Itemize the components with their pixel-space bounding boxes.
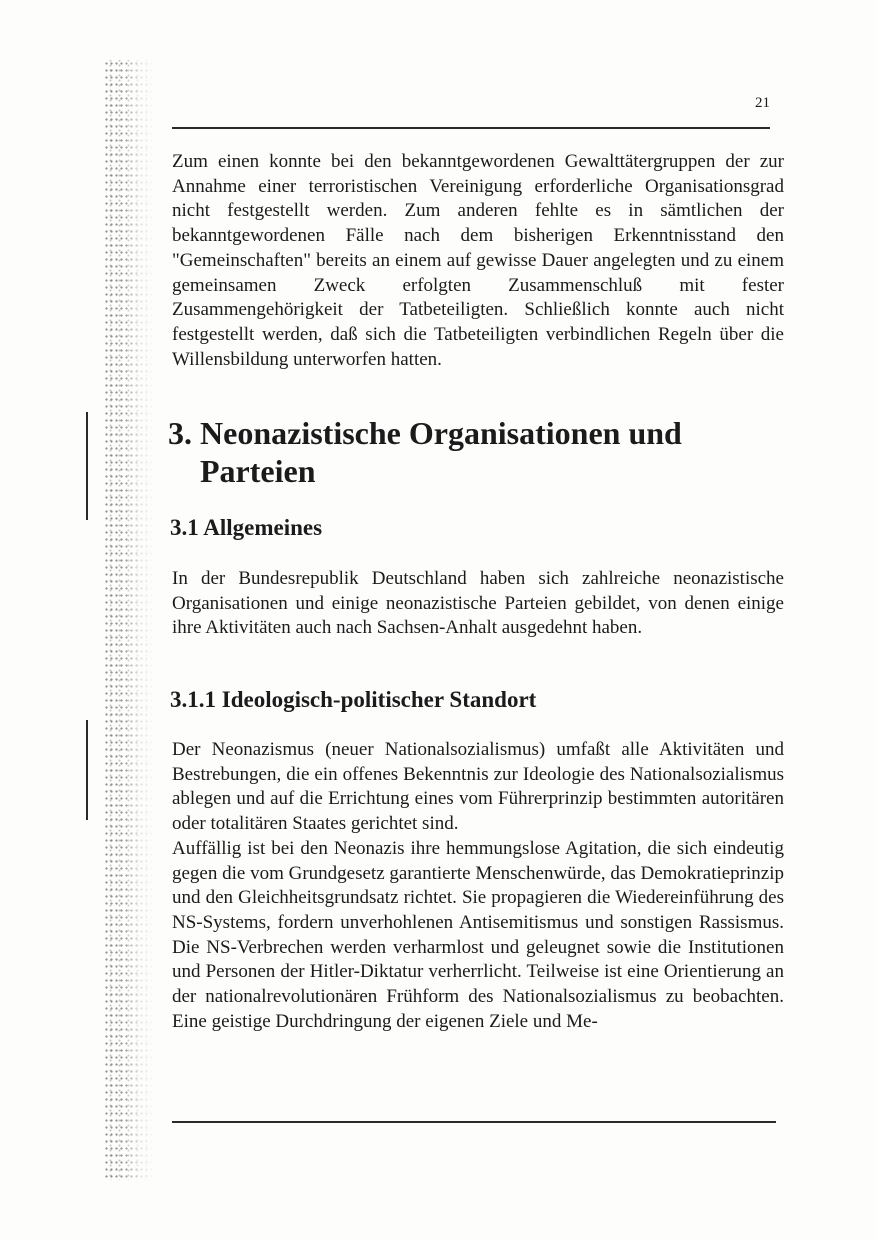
paragraph-text: Auffällig ist bei den Neonazis ihre hemmungslose Agitation, die sich eindeutig gegen die vom Grundgesetz garantierte Menschenwürde, das Demokratieprinzip und den Gleichheitsgrundsatz richtet. Sie propagieren die Wiedereinführung des NS-Systems, fordern unverhohlenen Antisemitismus und sonstigen Rassismus. Die NS-Verbrechen werden verharmlost und geleugnet sowie die Institutionen und Personen der Hitler-Diktatur verherrlicht. Teilweise ist eine Orientierung an der nationalrevolutionären Frühform des Nationalsozialismus zu beobachten. Eine geistige Durchdringung der eigenen Ziele und Me- [172,837,784,1032]
section-heading: 3.1.1 Ideologisch-politischer Standort [170,687,537,712]
footer-rule [172,1121,776,1123]
chapter-title-line: Parteien [200,453,316,489]
paragraph-text: Zum einen konnte bei den bekanntgewordenen Gewalttätergruppen der zur Annahme einer terroristischen Vereinigung erforderliche Organisationsgrad nicht festgestellt werden. Zum anderen fehlte es in sämtlichen der bekanntgewordenen Fälle nach dem bisherigen Erkenntnisstand den "Gemeinschaften" bereits an einem auf gewisse Dauer angelegten und zu einem gemeinsamen Zweck erfolgten Zusammenschluß mit fester Zusammengehörigkeit der Tatbeteiligten. Schließlich konnte auch nicht festgestellt werden, daß sich die Tatbeteiligten verbindlichen Regeln über die Willensbildung unterworfen hatten. [172,151,784,370]
chapter-number: 3. [168,415,192,451]
chapter-heading [168,414,728,490]
margin-mark [86,720,88,820]
body-paragraph [172,738,784,1034]
margin-mark [86,412,88,520]
scan-binding-edge [104,60,156,1180]
chapter-title-line: Neonazistische Organisationen und [200,415,682,451]
paragraph-text: Der Neonazismus (neuer Nationalsozialismus) umfaßt alle Aktivitäten und Bestrebungen, die ein offenes Bekenntnis zur Ideologie des Nationalsozialismus ablegen und auf die Errichtung eines vom Führerprinzip bestimmten autoritären oder totalitären Staates gerichtet sind. [172,739,784,835]
body-paragraph [172,567,784,641]
section-heading: 3.1 Allgemeines [170,515,323,540]
body-paragraph [172,150,784,372]
paragraph-text: In der Bundesrepublik Deutschland haben sich zahlreiche neonazistische Organisationen und einige neonazistische Parteien gebildet, von denen einige ihre Aktivitäten auch nach Sachsen-Anhalt ausgedehnt haben. [172,568,784,639]
header-rule [172,127,770,129]
page-number: 21 [755,95,770,111]
